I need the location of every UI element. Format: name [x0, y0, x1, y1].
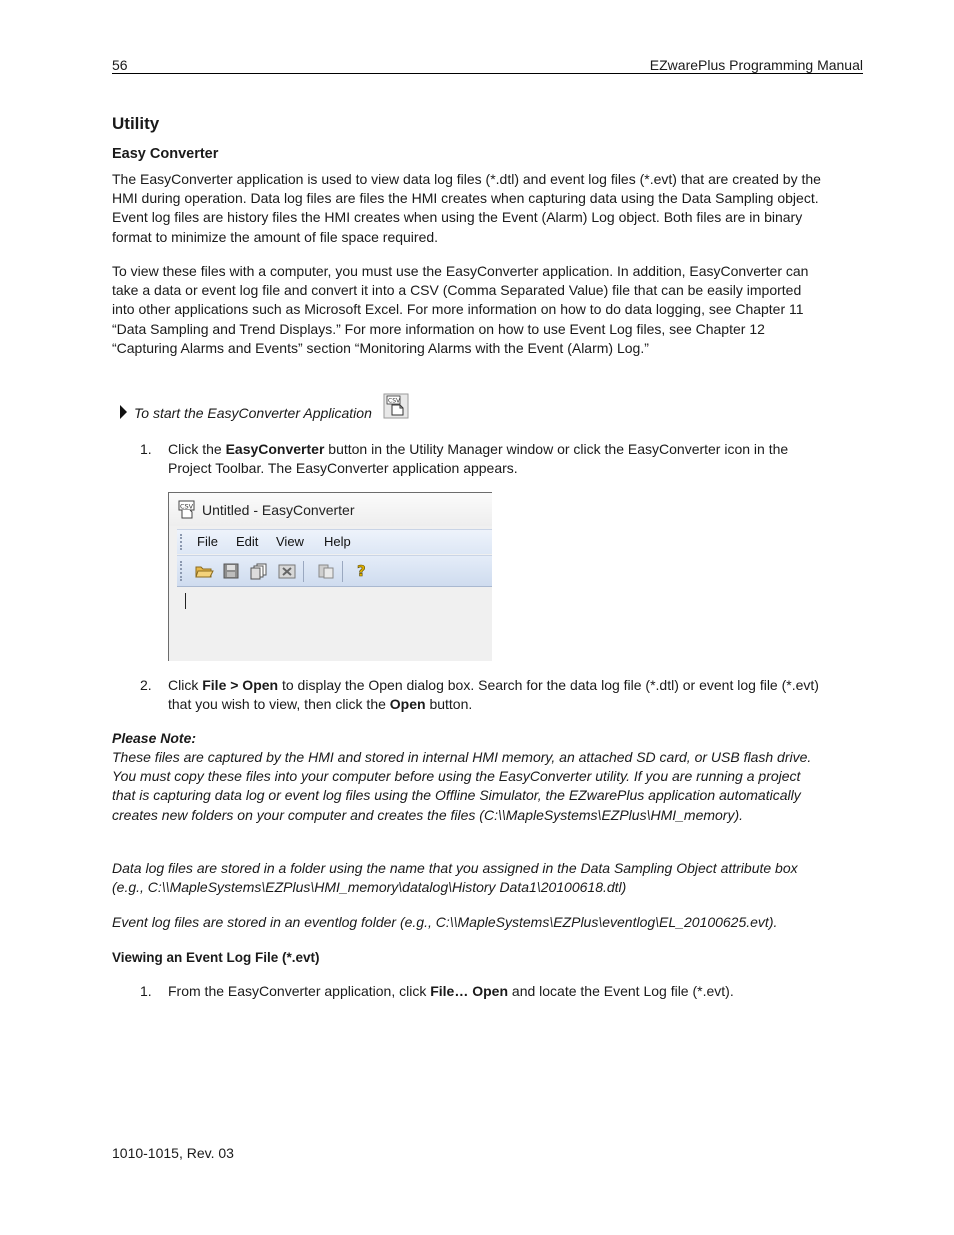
step-text: From the EasyConverter application, click File… Open and locate the Event Log file (*.evt).: [168, 983, 734, 999]
subheading-event-log: Viewing an Event Log File (*.evt): [112, 950, 320, 965]
menu-grip: [180, 534, 184, 550]
procedure-title: To start the EasyConverter Application: [134, 405, 372, 421]
note-paragraph-1: These files are captured by the HMI and stored in internal HMI memory, an attached SD card, or USB flash drive. You must copy these files into your computer before using the EasyConverter utility. If you are running a project that is capturing data log or event log files using the Offline Simulator, the EZwarePlus application automatically creates new folders on your computer and creates the files (C:\\MapleSystems\EZPlus\HMI_memory).: [112, 749, 812, 823]
note-paragraph-2: Data log files are stored in a folder using the name that you assigned in the Data Sampling Object attribute box (e.g., C:\\MapleSystems\EZPlus\HMI_memory\datalog\History Data1\20100618.dtl): [112, 860, 798, 896]
svg-text:CSV: CSV: [180, 502, 194, 511]
menu-help[interactable]: Help: [324, 534, 351, 549]
menu-view[interactable]: View: [276, 534, 304, 549]
menu-edit[interactable]: Edit: [236, 534, 259, 549]
toolbar-grip: [180, 561, 184, 581]
section-title: Utility: [112, 114, 160, 133]
step-text: Click File > Open to display the Open dialog box. Search for the data log file (*.dtl) or event log file (*.evt) that you wish to view, then click the Open button.: [168, 677, 819, 713]
svg-text:?: ?: [357, 562, 366, 580]
step-number: 1.: [140, 441, 152, 457]
page-number: 56: [112, 57, 128, 73]
window-titlebar: [169, 493, 492, 526]
intro-paragraph-1: The EasyConverter application is used to view data log files (*.dtl) and event log files (*.evt) that are created by the HMI during operation. Data log files are files the HMI creates when capturing data using the Data Sampling object. Event log files are history files the HMI creates when using the Event (Alarm) Log object. Both files are in binary format to minimize the amount of file space required.: [112, 171, 821, 245]
easyconverter-window-screenshot: [168, 492, 492, 661]
excel-export-icon[interactable]: [277, 561, 297, 581]
toolbar-separator: [303, 561, 304, 582]
open-folder-icon[interactable]: [194, 561, 214, 581]
app-csv-icon: [178, 500, 196, 519]
svg-text:CSV: CSV: [388, 397, 401, 405]
window-title: Untitled - EasyConverter: [202, 502, 355, 518]
note-paragraph-3: Event log files are stored in an eventlog folder (e.g., C:\\MapleSystems\EZPlus\eventlog\EL_20100625.evt).: [112, 914, 778, 930]
procedure-arrow-icon: [120, 405, 127, 419]
toolbar: [177, 555, 492, 587]
document-area[interactable]: [177, 587, 492, 661]
subsection-title: Easy Converter: [112, 146, 219, 162]
menu-bar: [177, 529, 492, 554]
menu-file[interactable]: File: [197, 534, 218, 549]
document-revision: 1010-1015, Rev. 03: [112, 1145, 234, 1161]
step-number: 2.: [140, 677, 152, 693]
step-text: Click the EasyConverter button in the Utility Manager window or click the EasyConverter icon in the Project Toolbar. The EasyConverter application appears.: [168, 441, 789, 477]
help-icon[interactable]: [352, 561, 372, 581]
step-number: 1.: [140, 983, 152, 999]
manual-title: EZwarePlus Programming Manual: [649, 57, 863, 73]
header-rule: [112, 73, 863, 74]
copy-files-icon[interactable]: [249, 561, 269, 581]
csv-converter-icon: [383, 393, 409, 419]
paste-icon[interactable]: [316, 561, 336, 581]
save-icon[interactable]: [221, 561, 241, 581]
intro-paragraph-2: To view these files with a computer, you must use the EasyConverter application. In addition, EasyConverter can take a data or event log file and convert it into a CSV (Comma Separated Value) file that can be easily imported into other applications such as Microsoft Excel. For more information on how to do data logging, see Chapter 11 “Data Sampling and Trend Displays.” For more information on how to use Event Log files, see Chapter 12 “Capturing Alarms and Events” section “Monitoring Alarms with the Event (Alarm) Log.”: [112, 263, 809, 356]
text-caret: [185, 593, 186, 609]
note-label: Please Note:: [112, 730, 197, 746]
toolbar-separator: [342, 561, 343, 582]
